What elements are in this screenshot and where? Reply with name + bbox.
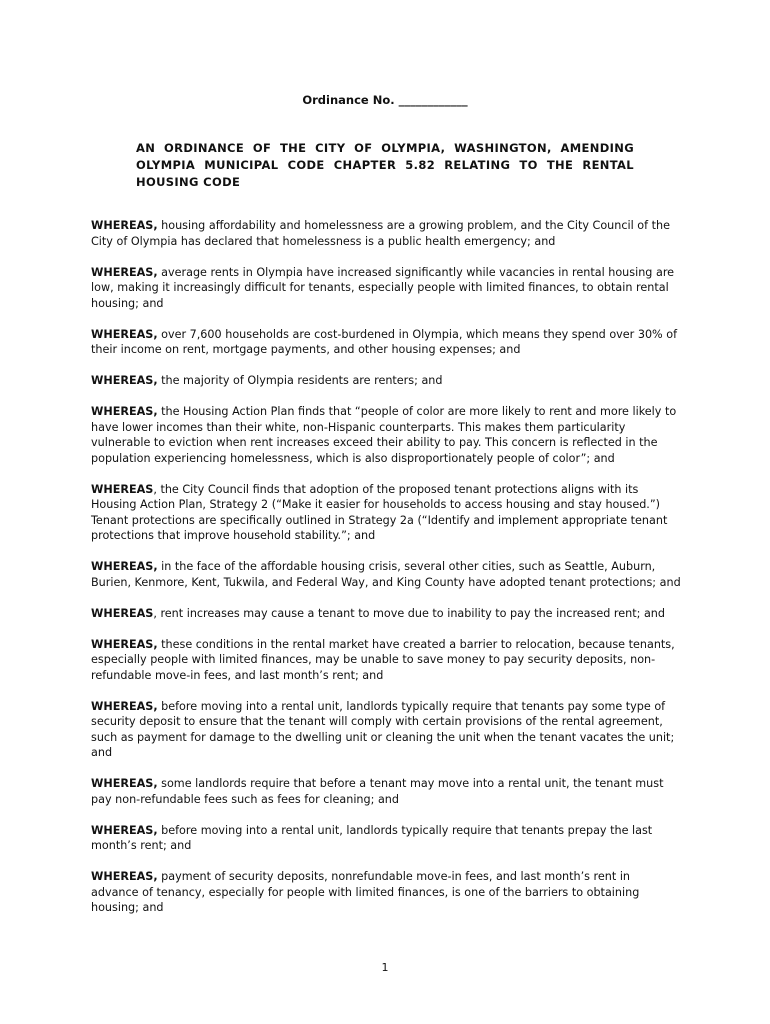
recital-paragraph (91, 482, 681, 544)
recital-paragraph (91, 606, 681, 622)
recital-text: payment of security deposits, nonrefundable move-in fees, and last month’s rent in advance of tenancy, especially for people with limited finances, is one of the barriers to obtaining housing; and (91, 870, 640, 914)
recital-lead: WHEREAS, (91, 777, 158, 790)
recital-text: , the City Council finds that adoption of the proposed tenant protections aligns with its Housing Action Plan, Strategy 2 (“Make it easier for households to access housing and stay housed.”) Tenant protections are specifically outlined in Strategy 2a (“Identify and implement appropriate tenant protections that improve household stability.”; and (91, 482, 668, 542)
recital-lead: WHEREAS, (91, 374, 158, 387)
recital-lead: WHEREAS, (91, 637, 158, 651)
recital-paragraph (91, 373, 681, 389)
page-number: 1 (381, 961, 389, 974)
ordinance-heading: AN ORDINANCE OF THE CITY OF OLYMPIA, WASHINGTON, AMENDING OLYMPIA MUNICIPAL CODE CHAPTER 5.82 RELATING TO THE RENTAL HOUSING CODE (136, 141, 634, 189)
recital-paragraph (91, 265, 681, 312)
recital-paragraph (91, 823, 681, 854)
recital-paragraph (91, 404, 681, 466)
recital-text: these conditions in the rental market have created a barrier to relocation, because tenants, especially people with limited finances, may be unable to save money to pay security deposits, non-refundable move-in fees, and last month’s rent; and (91, 637, 675, 682)
recital-paragraph (91, 327, 681, 358)
recital-text: the majority of Olympia residents are renters; and (157, 374, 443, 387)
recital-lead: WHEREAS, (91, 405, 158, 418)
recital-paragraph (91, 869, 681, 916)
recital-lead: WHEREAS, (91, 560, 158, 573)
recital-text: , rent increases may cause a tenant to move due to inability to pay the increased rent; and (153, 606, 665, 620)
recital-paragraph (91, 699, 681, 761)
ordinance-title: Ordinance No. ____________ (302, 93, 468, 107)
recitals-list (91, 218, 681, 931)
recital-lead: WHEREAS, (91, 870, 158, 883)
recital-lead: WHEREAS, (91, 219, 158, 232)
recital-lead: WHEREAS, (91, 699, 158, 713)
recital-paragraph (91, 218, 681, 249)
recital-lead: WHEREAS, (91, 823, 158, 837)
recital-lead: WHEREAS, (91, 327, 158, 341)
recital-text: before moving into a rental unit, landlords typically require that tenants prepay the last month’s rent; and (91, 823, 653, 852)
recital-lead: WHEREAS (91, 606, 154, 620)
recital-text: the Housing Action Plan finds that “people of color are more likely to rent and more likely to have lower incomes than their white, non-Hispanic counterparts. This makes them particularity vulnerable to eviction when rent increases exceed their ability to pay. This concern is reflected in the population experiencing homelessness, which is also disproportionately people of color”; and (91, 405, 677, 465)
recital-text: over 7,600 households are cost-burdened in Olympia, which means they spend over 30% of their income on rent, mortgage payments, and other housing expenses; and (91, 327, 678, 356)
recital-text: average rents in Olympia have increased significantly while vacancies in rental housing are low, making it increasingly difficult for tenants, especially people with limited finances, to obtain rental housing; and (91, 265, 675, 310)
recital-lead: WHEREAS, (91, 265, 158, 279)
recital-text: housing affordability and homelessness are a growing problem, and the City Council of the City of Olympia has declared that homelessness is a public health emergency; and (91, 219, 670, 248)
recital-text: some landlords require that before a tenant may move into a rental unit, the tenant must pay non-refundable fees such as fees for cleaning; and (91, 777, 664, 806)
recital-lead: WHEREAS (91, 482, 154, 496)
recital-text: before moving into a rental unit, landlords typically require that tenants pay some type of security deposit to ensure that the tenant will comply with certain provisions of the rental agreement, such as payment for damage to the dwelling unit or cleaning the unit when the tenant vacates the unit; and (91, 699, 675, 759)
recital-text: in the face of the affordable housing crisis, several other cities, such as Seattle, Auburn, Burien, Kenmore, Kent, Tukwila, and Federal Way, and King County have adopted tenant protections; and (91, 560, 681, 589)
recital-paragraph (91, 776, 681, 807)
recital-paragraph (91, 637, 681, 684)
recital-paragraph (91, 559, 681, 590)
